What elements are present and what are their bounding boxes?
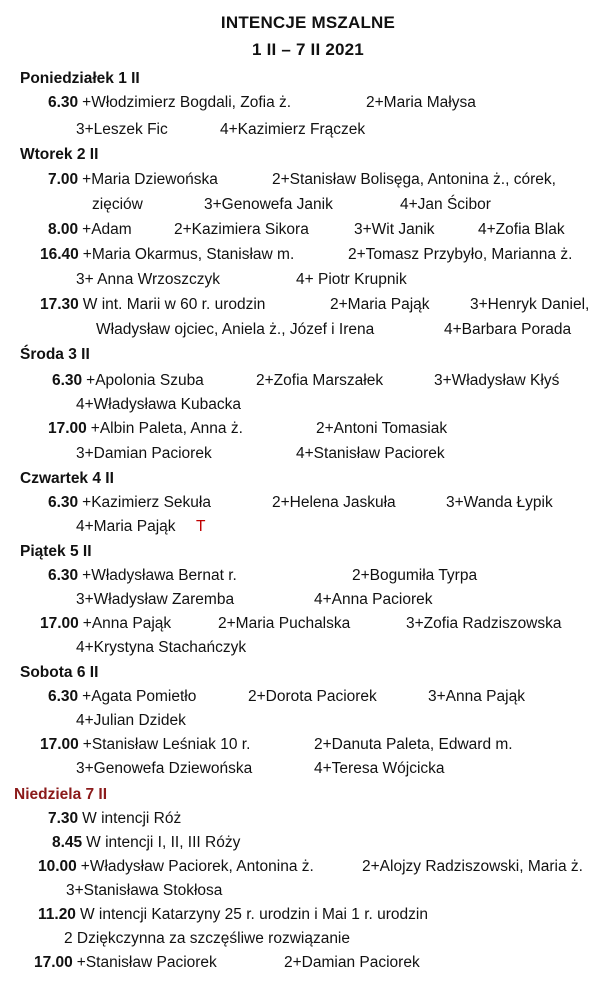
intention-text: +Maria Okarmus, Stanisław m. bbox=[82, 246, 295, 263]
intention-text: 3+Genowefa Janik bbox=[204, 196, 333, 213]
intention-line bbox=[66, 882, 222, 900]
day-heading-sunday: Niedziela 7 II bbox=[14, 786, 108, 803]
intention-text: 3+ Anna Wrzoszczyk bbox=[76, 271, 221, 288]
intention-text: 2+Stanisław Bolisęga, Antonina ż., córek, bbox=[272, 171, 556, 188]
intention-text: +Anna Pająk bbox=[82, 615, 172, 632]
intention-line bbox=[76, 121, 366, 139]
intention-text: +Władysław Paciorek, Antonina ż. bbox=[80, 858, 314, 875]
intention-text: +Stanisław Leśniak 10 r. bbox=[82, 736, 251, 753]
intention-text: W intencji Róż bbox=[82, 810, 182, 827]
intention-line bbox=[76, 445, 445, 463]
mass-time: 10.00 bbox=[38, 858, 77, 875]
intention-text: 4+Krystyna Stachańczyk bbox=[76, 639, 247, 656]
mass-time: 7.30 bbox=[48, 810, 79, 827]
mass-time: 6.30 bbox=[48, 94, 79, 111]
day-heading-monday: Poniedziałek 1 II bbox=[20, 70, 140, 87]
intention-text: 2+Danuta Paleta, Edward m. bbox=[314, 736, 513, 753]
intention-text: 3+Stanisława Stokłosa bbox=[66, 882, 223, 899]
intention-text: 3+Władysław Kłyś bbox=[434, 372, 560, 389]
intention-text: +Włodzimierz Bogdali, Zofia ż. bbox=[82, 94, 292, 111]
intention-text: 2+Alojzy Radziszowski, Maria ż. bbox=[362, 858, 583, 875]
intention-text: 4+Zofia Blak bbox=[478, 221, 565, 238]
day-heading-saturday: Sobota 6 II bbox=[20, 664, 99, 681]
mass-time: 17.00 bbox=[40, 736, 79, 753]
intention-text: 2+Helena Jaskuła bbox=[272, 494, 396, 511]
intention-line bbox=[76, 712, 186, 730]
intention-text: 4+Stanisław Paciorek bbox=[296, 445, 445, 462]
intention-line bbox=[48, 221, 565, 239]
intention-text: +Adam bbox=[82, 221, 132, 238]
intention-text: +Albin Paleta, Anna ż. bbox=[90, 420, 243, 437]
intention-text: 2+Antoni Tomasiak bbox=[316, 420, 448, 437]
intention-text: +Apolonia Szuba bbox=[86, 372, 204, 389]
intention-line bbox=[76, 591, 433, 609]
day-heading-friday: Piątek 5 II bbox=[20, 543, 92, 560]
mass-time: 17.00 bbox=[34, 954, 73, 971]
intention-line bbox=[38, 906, 428, 924]
intention-text: 3+Damian Paciorek bbox=[76, 445, 212, 462]
mass-time: 17.00 bbox=[40, 615, 79, 632]
intention-line bbox=[48, 567, 478, 585]
intention-text: 4+Julian Dzidek bbox=[76, 712, 186, 729]
intention-line bbox=[96, 321, 572, 339]
mass-time: 6.30 bbox=[48, 494, 79, 511]
mass-time: 8.00 bbox=[48, 221, 79, 238]
intention-text: Władysław ojciec, Aniela ż., Józef i Irena bbox=[96, 321, 375, 338]
date-range: 1 II – 7 II 2021 bbox=[252, 40, 364, 59]
intention-text: zięciów bbox=[92, 196, 143, 213]
intention-text: 2+Bogumiła Tyrpa bbox=[352, 567, 478, 584]
intention-text: +Władysława Bernat r. bbox=[82, 567, 237, 584]
intention-line bbox=[38, 858, 583, 876]
intention-line bbox=[76, 518, 206, 536]
intention-text: 2+Maria Puchalska bbox=[218, 615, 351, 632]
intention-text: 3+Genowefa Dziewońska bbox=[76, 760, 253, 777]
intention-text: W int. Marii w 60 r. urodzin bbox=[82, 296, 266, 313]
intention-line bbox=[64, 930, 350, 948]
day-heading-tuesday: Wtorek 2 II bbox=[20, 146, 99, 163]
mass-time: 11.20 bbox=[38, 906, 76, 923]
intention-line bbox=[40, 736, 513, 754]
mass-time: 7.00 bbox=[48, 171, 79, 188]
mass-time: 6.30 bbox=[48, 688, 79, 705]
intention-text: 3+Henryk Daniel, bbox=[470, 296, 590, 313]
intention-text: 4+Maria Pająk bbox=[76, 518, 176, 535]
intention-text: 4+Anna Paciorek bbox=[314, 591, 433, 608]
intention-text: 2+Kazimiera Sikora bbox=[174, 221, 309, 238]
intention-line bbox=[76, 271, 407, 289]
intention-line bbox=[34, 954, 420, 972]
intention-text: 3+Leszek Fic bbox=[76, 121, 168, 138]
intention-line bbox=[76, 639, 246, 657]
page-title: INTENCJE MSZALNE bbox=[220, 13, 396, 32]
intention-text: 2+Maria Małysa bbox=[366, 94, 476, 111]
intention-text: 3+Wanda Łypik bbox=[446, 494, 553, 511]
intention-line bbox=[52, 372, 560, 390]
intention-text: 2+Dorota Paciorek bbox=[248, 688, 377, 705]
intention-text: +Stanisław Paciorek bbox=[76, 954, 217, 971]
intention-text: +Agata Pomietło bbox=[82, 688, 197, 705]
intention-line bbox=[48, 171, 556, 189]
intention-text: +Kazimierz Sekuła bbox=[82, 494, 211, 511]
intention-line bbox=[48, 810, 181, 828]
intention-text: 4+ Piotr Krupnik bbox=[296, 271, 407, 288]
mass-time: 8.45 bbox=[52, 834, 83, 851]
mass-time: 17.00 bbox=[48, 420, 87, 437]
intention-line bbox=[76, 760, 445, 778]
mass-time: 6.30 bbox=[48, 567, 79, 584]
intention-line bbox=[40, 615, 562, 633]
intention-text: W intencji I, II, III Róży bbox=[86, 834, 241, 851]
intention-text: 4+Jan Ścibor bbox=[400, 196, 491, 213]
intention-line bbox=[40, 246, 573, 264]
intention-text: W intencji Katarzyny 25 r. urodzin i Mai 1 r. urodzin bbox=[79, 906, 428, 923]
intention-text: 2+Maria Pająk bbox=[330, 296, 430, 313]
handwritten-mark: T bbox=[196, 518, 206, 535]
day-heading-wednesday: Środa 3 II bbox=[20, 346, 90, 363]
mass-time: 16.40 bbox=[40, 246, 79, 263]
intention-line bbox=[76, 396, 241, 414]
mass-time: 6.30 bbox=[52, 372, 83, 389]
intention-text: 4+Władysława Kubacka bbox=[76, 396, 241, 413]
intention-text: 3+Wit Janik bbox=[354, 221, 435, 238]
intention-text: 2+Tomasz Przybyło, Marianna ż. bbox=[348, 246, 573, 263]
intention-text: 3+Władysław Zaremba bbox=[76, 591, 235, 608]
intention-text: 2+Zofia Marszałek bbox=[256, 372, 384, 389]
intention-line bbox=[48, 688, 525, 706]
intention-line bbox=[48, 494, 553, 512]
intention-text: 2+Damian Paciorek bbox=[284, 954, 420, 971]
intention-text: 4+Teresa Wójcicka bbox=[314, 760, 445, 777]
intention-line bbox=[92, 196, 491, 214]
intention-text: 2 Dziękczynna za szczęśliwe rozwiązanie bbox=[64, 930, 351, 947]
intention-text: 3+Zofia Radziszowska bbox=[406, 615, 562, 632]
intention-text: 4+Kazimierz Frączek bbox=[220, 121, 366, 138]
intention-line bbox=[52, 834, 240, 852]
day-heading-thursday: Czwartek 4 II bbox=[20, 470, 114, 487]
intention-line bbox=[40, 296, 590, 314]
intention-text: 3+Anna Pająk bbox=[428, 688, 525, 705]
intention-text: +Maria Dziewońska bbox=[82, 171, 218, 188]
intention-line bbox=[48, 94, 476, 112]
mass-time: 17.30 bbox=[40, 296, 79, 313]
intention-line bbox=[48, 420, 448, 438]
intention-text: 4+Barbara Porada bbox=[444, 321, 572, 338]
